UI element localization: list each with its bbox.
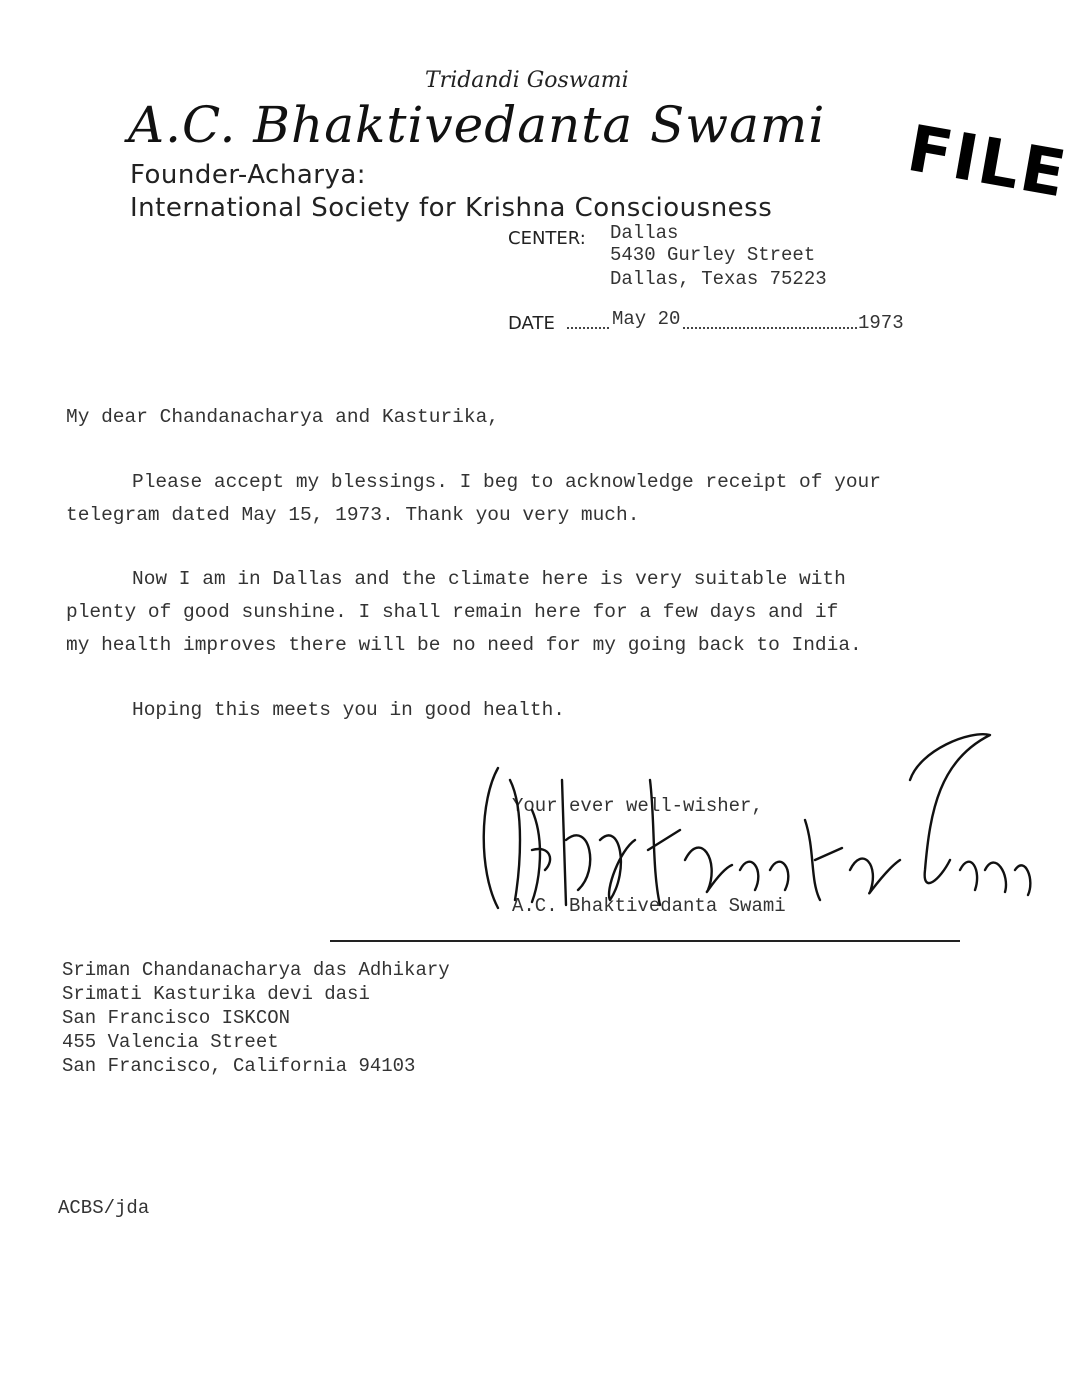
reference-initials: ACBS/jda: [58, 1197, 150, 1219]
center-street: 5430 Gurley Street: [610, 244, 816, 266]
paragraph-1: [66, 466, 881, 532]
recipient-line-4: 455 Valencia Street: [62, 1031, 279, 1053]
letterhead-name: A.C. Bhaktivedanta Swami: [128, 96, 826, 154]
file-stamp: FILE: [902, 112, 1073, 213]
date-label: DATE: [508, 313, 555, 334]
letterhead-title-prefix: Tridandi Goswami: [425, 68, 629, 93]
paragraph-2-line-3: my health improves there will be no need for my going back to India.: [66, 634, 862, 656]
salutation: My dear Chandanacharya and Kasturika,: [66, 406, 499, 428]
recipient-line-5: San Francisco, California 94103: [62, 1055, 416, 1077]
signer-name: A.C. Bhaktivedanta Swami: [512, 895, 786, 917]
paragraph-1-line-2: telegram dated May 15, 1973. Thank you very much.: [66, 504, 640, 526]
letterhead-role: Founder-Acharya:: [130, 160, 367, 190]
closing: Your ever well-wisher,: [512, 795, 763, 817]
date-value: May 20: [612, 308, 681, 330]
center-citystate: Dallas, Texas 75223: [610, 268, 827, 290]
recipient-line-2: Srimati Kasturika devi dasi: [62, 983, 370, 1005]
divider-rule: [330, 940, 960, 942]
paragraph-2: [66, 563, 862, 662]
center-label: CENTER:: [508, 228, 586, 249]
recipient-address: [62, 958, 450, 1078]
paragraph-2-line-1: Now I am in Dallas and the climate here is very suitable with: [132, 568, 846, 590]
paragraph-1-line-1: Please accept my blessings. I beg to acknowledge receipt of your: [132, 471, 881, 493]
date-year: 1973: [858, 312, 904, 334]
paragraph-3-line-1: Hoping this meets you in good health.: [132, 699, 565, 721]
letterhead-org: International Society for Krishna Consciousness: [130, 193, 773, 223]
center-city: Dallas: [610, 222, 679, 244]
recipient-line-3: San Francisco ISKCON: [62, 1007, 291, 1029]
recipient-line-1: Sriman Chandanacharya das Adhikary: [62, 959, 450, 981]
paragraph-2-line-2: plenty of good sunshine. I shall remain here for a few days and if: [66, 601, 839, 623]
